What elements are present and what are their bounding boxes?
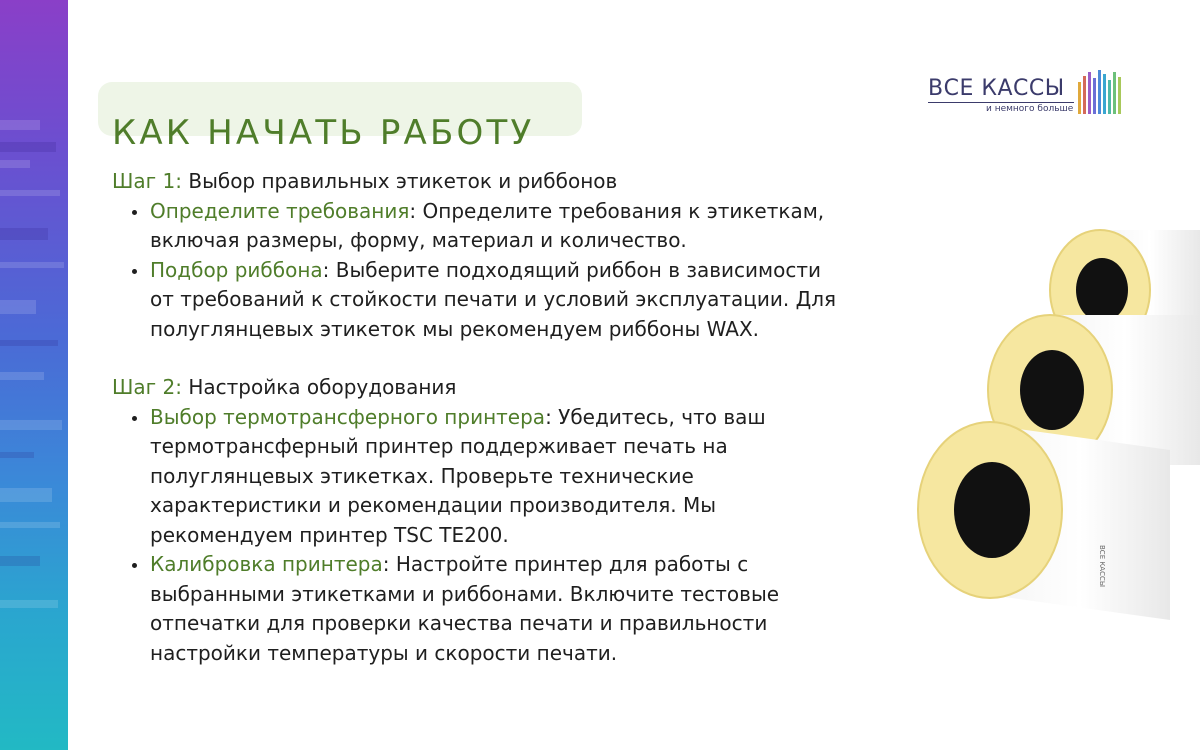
bullet-text: настройки температуры и скорости печати. [150, 640, 618, 665]
bullet-text: термотрансферный принтер поддерживает печать на [150, 434, 728, 458]
bullet-text: : Определите требования к этикеткам, [409, 198, 825, 223]
logo-underline [928, 102, 1074, 103]
bullet-text: : Выберите подходящий риббон в зависимости [322, 257, 821, 282]
step-1-heading [112, 167, 992, 197]
bullet-text: полуглянцевых этикеток мы рекомендуем риббоны WAX. [150, 316, 760, 341]
instructions-content [112, 167, 992, 668]
bullet-text: от требований к стойкости печати и условий эксплуатации. Для [150, 287, 837, 311]
bullet-term: Калибровка принтера [150, 552, 383, 576]
bullet-term: Подбор риббона [150, 257, 323, 282]
bullet-text: выбранными этикетками и риббонами. Включите тестовые [150, 581, 780, 606]
bullet-text: полуглянцевых этикетках. Проверьте технические [150, 463, 694, 488]
brand-logo [928, 68, 1128, 118]
bullet-text: рекомендуем принтер TSC TE200. [150, 522, 509, 547]
step-2-title: Настройка оборудования [181, 375, 457, 399]
bullet-text: характеристики и рекомендации производителя. Мы [150, 493, 717, 517]
bullet-text: : Настройте принтер для работы с [382, 552, 749, 576]
step-2-label: Шаг 2: [112, 375, 182, 399]
step-1-label: Шаг 1: [112, 169, 182, 193]
bullet-term: Определите требования [150, 198, 410, 223]
decorative-gradient-sidebar [0, 0, 68, 750]
bullet-text: отпечатки для проверки качества печати и правильности [150, 611, 768, 635]
page-title: КАК НАЧАТЬ РАБОТУ [112, 112, 535, 153]
logo-tagline: и немного больше [986, 104, 1074, 114]
step-1-list [112, 197, 992, 345]
step-2-list [112, 403, 992, 669]
bullet-text: : Убедитесь, что ваш [545, 404, 766, 429]
roll-brand-label: ВСЕ КАССЫ [1098, 545, 1106, 588]
list-item [112, 256, 992, 345]
logo-bars-icon [1078, 68, 1128, 114]
label-rolls-image [900, 220, 1200, 640]
list-item [112, 403, 992, 551]
list-item [112, 550, 992, 668]
step-2-heading [112, 373, 992, 403]
logo-name: ВСЕ КАССЫ [928, 76, 1065, 101]
list-item [112, 197, 992, 256]
step-1-title: Выбор правильных этикеток и риббонов [181, 169, 618, 193]
bullet-term: Выбор термотрансферного принтера [150, 404, 546, 429]
bullet-text: включая размеры, форму, материал и количество. [150, 228, 687, 252]
label-roll-front [918, 422, 1170, 620]
